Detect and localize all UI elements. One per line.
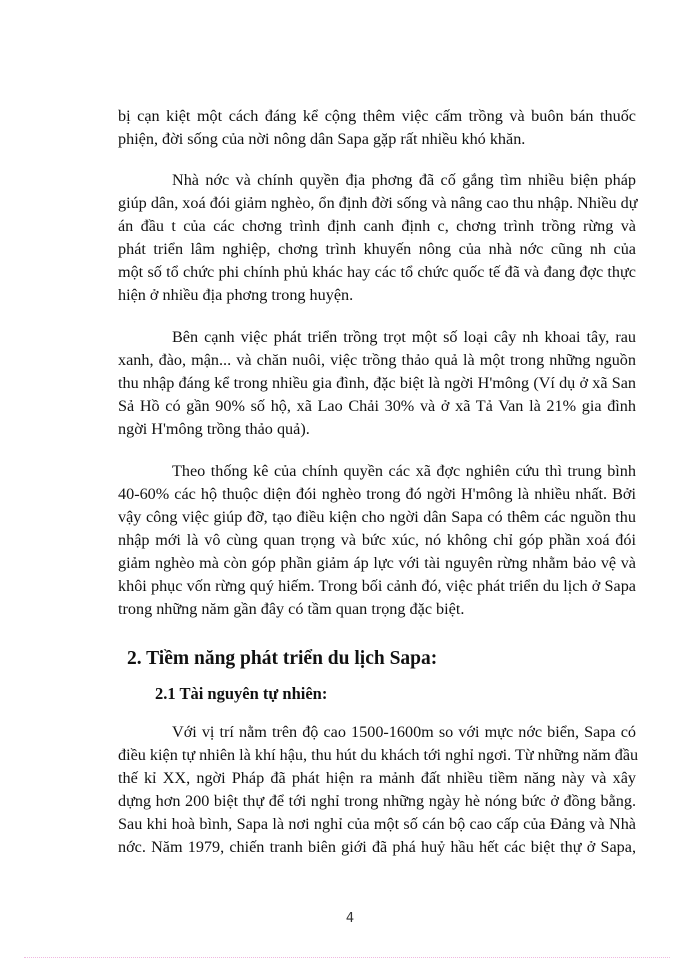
text-line: điều kiện tự nhiên là khí hậu, thu hút du khách tới nghỉ ngơi. Từ những năm đầu	[118, 746, 639, 764]
text-line: án đầu t của các chơng trình định canh định c, chơng trình trồng rừng và	[118, 217, 636, 235]
text-line: giảm nghèo mà còn góp phần giảm áp lực với tài nguyên rừng nhằm bảo vệ và	[118, 554, 636, 572]
text-line: dựng hơn 200 biệt thự để tới nghỉ trong những ngày hè nóng bức ở đồng bằng.	[118, 792, 636, 810]
text-line: phiện, đời sống của nời nông dân Sapa gặp rất nhiều khó khăn.	[118, 130, 526, 148]
text-line: giúp dân, xoá đói giảm nghèo, ổn định đời sống và nâng cao thu nhập. Nhiều dự	[118, 194, 638, 212]
text-line: nhập mới là vô cùng quan trọng và bức xúc, nó không chỉ góp phần xoá đói	[118, 531, 636, 549]
text-line: phát triển lâm nghiệp, chơng trình khuyến nông của nhà nớc cũng nh của	[118, 240, 636, 258]
text-line: hiện ở nhiều địa phơng trong huyện.	[118, 286, 354, 304]
text-line: ngời H'mông trồng thảo quả).	[118, 420, 310, 438]
text-line: Sau khi hoà bình, Sapa là nơi nghỉ của một số cán bộ cao cấp của Đảng và Nhà	[118, 815, 636, 833]
text-line: Nhà nớc và chính quyền địa phơng đã cố gắng tìm nhiều biện pháp	[172, 171, 636, 189]
text-line: 40-60% các hộ thuộc diện đói nghèo trong đó ngời H'mông là nhiều nhất. Bởi	[118, 485, 636, 503]
section-heading: 2. Tiềm năng phát triển du lịch Sapa:	[127, 648, 438, 669]
text-line: thu nhập đáng kể trong nhiều gia đình, đặc biệt là ngời H'mông (Ví dụ ở xã San	[118, 374, 636, 392]
text-line: Theo thống kê của chính quyền các xã đợc nghiên cứu thì trung bình	[172, 462, 636, 480]
text-line: Với vị trí nằm trên độ cao 1500-1600m so với mực nớc biển, Sapa có	[172, 723, 636, 741]
text-line: xanh, đào, mận... và chăn nuôi, việc trồng thảo quả là một trong những nguồn	[118, 351, 636, 369]
subsection-heading: 2.1 Tài nguyên tự nhiên:	[155, 684, 328, 703]
text-line: bị cạn kiệt một cách đáng kể cộng thêm việc cấm trồng và buôn bán thuốc	[118, 107, 636, 125]
text-line: trong những năm gần đây có tầm quan trọng đặc biệt.	[118, 600, 465, 618]
text-line: vậy công việc giúp đỡ, tạo điều kiện cho ngời dân Sapa có thêm các nguồn thu	[118, 508, 636, 526]
text-line: Sả Hồ có gần 90% số hộ, xã Lao Chải 30% và ở xã Tả Van là 21% gia đình	[118, 397, 636, 415]
text-line: nớc. Năm 1979, chiến tranh biên giới đã phá huỷ hầu hết các biệt thự ở Sapa,	[118, 838, 636, 856]
page-boundary-divider	[24, 957, 670, 958]
text-line: khôi phục vốn rừng quý hiếm. Trong bối cảnh đó, việc phát triển du lịch ở Sapa	[118, 577, 636, 595]
text-line: Bên cạnh việc phát triển trồng trọt một số loại cây nh khoai tây, rau	[172, 328, 636, 346]
page-number: 4	[345, 911, 355, 926]
text-line: thế kỉ XX, ngời Pháp đã phát hiện ra mảnh đất nhiều tiềm năng này và xây	[118, 769, 636, 787]
text-line: một số tổ chức phi chính phủ khác hay các tổ chức quốc tế đã và đang đợc thực	[118, 263, 636, 281]
